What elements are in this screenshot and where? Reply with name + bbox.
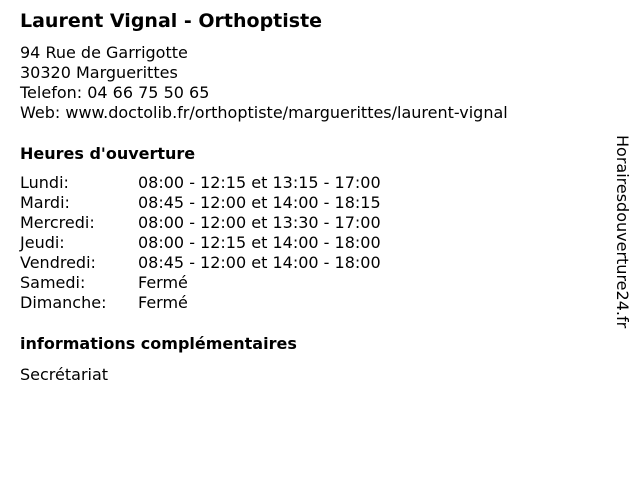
day-label: Jeudi:	[20, 233, 65, 252]
additional-info-text: Secrétariat	[20, 365, 109, 384]
day-hours: 08:45 - 12:00 et 14:00 - 18:15	[138, 193, 381, 212]
day-hours: 08:00 - 12:15 et 14:00 - 18:00	[138, 233, 381, 252]
additional-info-heading: informations complémentaires	[20, 334, 297, 353]
phone-number: Telefon: 04 66 75 50 65	[20, 83, 210, 102]
day-hours: 08:00 - 12:15 et 13:15 - 17:00	[138, 173, 381, 192]
day-label: Dimanche:	[20, 293, 107, 312]
day-label: Mercredi:	[20, 213, 95, 232]
day-label: Vendredi:	[20, 253, 96, 272]
day-label: Mardi:	[20, 193, 70, 212]
city-postal-code: 30320 Marguerittes	[20, 63, 178, 82]
day-hours: 08:00 - 12:00 et 13:30 - 17:00	[138, 213, 381, 232]
day-label: Samedi:	[20, 273, 86, 292]
page-title: Laurent Vignal - Orthoptiste	[20, 10, 323, 32]
website-url: Web: www.doctolib.fr/orthoptiste/marguerittes/laurent-vignal	[20, 103, 508, 122]
address-block	[20, 43, 508, 123]
day-hours: 08:45 - 12:00 et 14:00 - 18:00	[138, 253, 381, 272]
watermark-text: Horairesdouverture24.fr	[613, 135, 632, 329]
street-address: 94 Rue de Garrigotte	[20, 43, 188, 62]
watermark	[612, 135, 632, 345]
day-hours: Fermé	[138, 273, 188, 292]
day-label: Lundi:	[20, 173, 69, 192]
opening-hours-heading: Heures d'ouverture	[20, 144, 196, 163]
day-hours: Fermé	[138, 293, 188, 312]
